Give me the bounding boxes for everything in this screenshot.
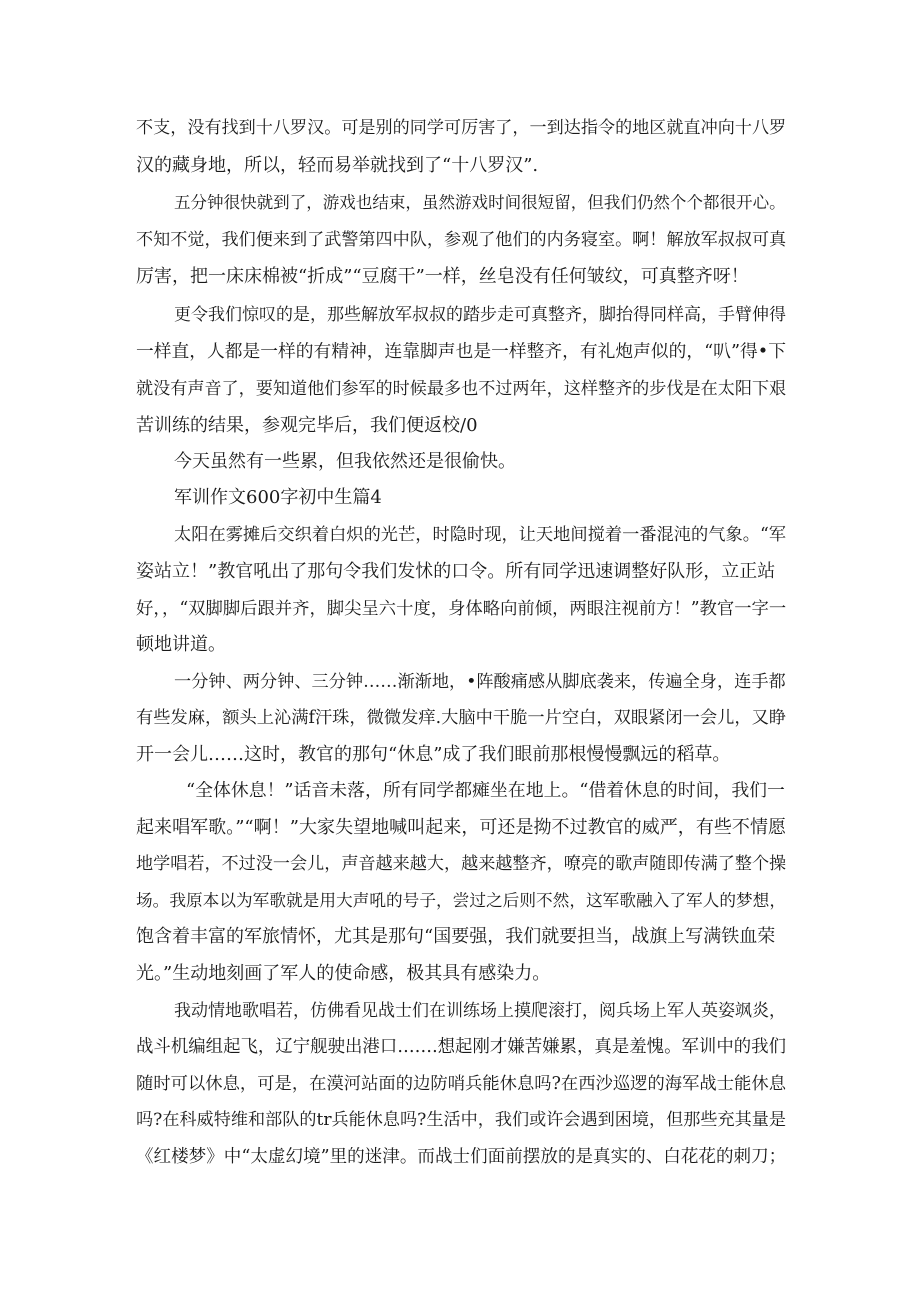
text-line: 吗?在科威特维和部队的tr兵能休息吗?生活中，我们或许会遇到困境，但那些充其量是 bbox=[136, 1110, 786, 1130]
text-line: 五分钟很快就到了，游戏也结束，虽然游戏时间很短留，但我们仍然个个都很开心。 bbox=[174, 193, 786, 212]
text-line: 顿地讲道。 bbox=[136, 634, 226, 655]
text-line: 有些发麻，额头上沁满f汗珠，微微发痒.大脑中干脆一片空白，双眼紧闭一会儿，又睁 bbox=[136, 708, 787, 728]
text-line: 《红楼梦》中“太虚幻境”里的迷津。而战士们面前摆放的是真实的、白花花的刺刀； bbox=[136, 1147, 787, 1167]
text-line: 光。”生动地刻画了军人的使命感，极其具有感染力。 bbox=[136, 963, 551, 984]
text-line: 随时可以休息，可是，在漠河站面的边防哨兵能休息吗?在西沙巡逻的海军战士能休息 bbox=[136, 1074, 786, 1094]
text-line: 太阳在雾摊后交织着白炽的光芒，时隐时现，让天地间搅着一番混沌的气象。“军 bbox=[174, 525, 787, 545]
text-line: 姿站立！”教官吼出了那句令我们发怵的口令。所有同学迅速调整好队形，立正站 bbox=[136, 561, 776, 582]
text-line: 不知不觉，我们便来到了武警第四中队，参观了他们的内务寝室。啊！解放军叔叔可真 bbox=[136, 230, 787, 250]
section-heading: 军训作文600字初中生篇4 bbox=[174, 487, 382, 508]
text-line: 一样直，人都是一样的有精神，连靠脚声也是一样整齐，有礼炮声似的，“叭”得•下 bbox=[136, 342, 786, 362]
text-line: 更令我们惊叹的是，那些解放军叔叔的踏步走可真整齐，脚抬得同样高，手臂伸得 bbox=[174, 305, 786, 325]
text-line: 好，，“双脚脚后跟并齐，脚尖呈六十度，身体略向前倾，两眼注视前方！”教官一字一 bbox=[136, 599, 787, 619]
text-line: 场。我原本以为军歌就是用大声吼的号子，尝过之后则不然，这军歌融入了军人的梦想， bbox=[136, 891, 786, 910]
text-line: 战斗机编组起飞，辽宁舰驶出港口…….想起刚才嫌苦嫌累，真是羞愧。军训中的我们 bbox=[136, 1037, 786, 1057]
text-line: 起来唱军歌。”“啊！”大家失望地喊叫起来，可还是拗不过教官的威严，有些不情愿 bbox=[136, 817, 786, 838]
text-line: 厉害，把一床床棉被“折成”“豆腐干”一样，丝皂没有任何皱纹，可真整齐呀！ bbox=[136, 266, 749, 287]
text-line: 开一会儿……这时，教官的那句“休息”成了我们眼前那根慢慢飘远的稻草。 bbox=[136, 744, 731, 765]
text-line: 地学唱若，不过没一会儿，声音越来越大，越来越整齐，嘹亮的歌声随即传满了整个操 bbox=[136, 854, 787, 874]
text-line: 饱含着丰富的军旅情怀，尤其是那句“国要强，我们就要担当，战旗上写满铁血荣 bbox=[136, 926, 776, 947]
text-line: 就没有声音了，要知道他们参军的时候最多也不过两年，这样整齐的步伐是在太阳下艰 bbox=[136, 379, 787, 399]
text-line: 一分钟、两分钟、三分钟……渐渐地，•阵酸痛感从脚底袭来，传遍全身，连手都 bbox=[174, 672, 786, 692]
text-line: 我动情地歌唱若，仿佛看见战士们在训练场上摸爬滚打，阅兵场上军人英姿飒炎， bbox=[174, 1001, 786, 1021]
text-line: 今天虽然有一些累，但我依然还是很偷快。 bbox=[174, 451, 516, 472]
text-line: 苦训练的结果，参观完毕后，我们便返校/0 bbox=[136, 415, 478, 436]
text-line: 汉的藏身地，所以，轻而易举就找到了“十八罗汉”. bbox=[136, 155, 539, 176]
text-line: 不支，没有找到十八罗汉。可是别的同学可厉害了，一到达指令的地区就直冲向十八罗 bbox=[136, 118, 787, 138]
text-line: “全体休息！”话音未落，所有同学都瘫坐在地上。“借着休息的时间，我们一 bbox=[186, 780, 785, 801]
